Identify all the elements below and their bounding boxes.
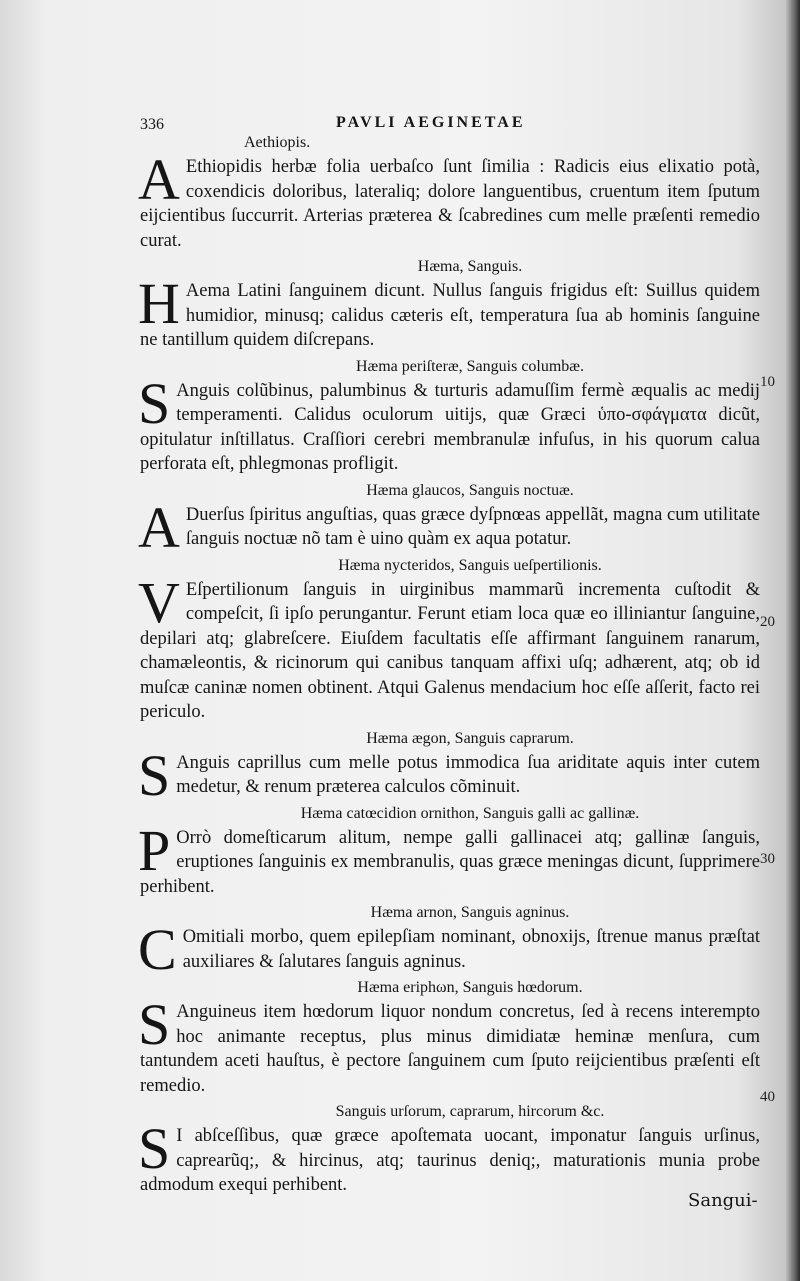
paragraph-text: Duerſus ſpiritus anguſtias, quas græce dyſpnœas appellãt, magna cum utilitate ſanguis noctuæ nõ tam è uino quàm ex aqua potatur. xyxy=(185,504,760,549)
margin-line-number: 40 xyxy=(760,1089,775,1105)
page-number: 336 xyxy=(140,116,164,133)
section-heading: Hæma glaucos, Sanguis noctuæ. xyxy=(366,481,574,499)
drop-cap-initial: S xyxy=(138,1116,171,1181)
paragraph-text: Orrò domeſticarum alitum, nempe galli gallinacei atq; gallinæ ſanguis, eruptiones ſanguinis ex membranulis, quas græce meningas dicunt, ſupprimere perhibent. xyxy=(140,827,760,897)
drop-cap-initial: C xyxy=(138,917,177,982)
section-paragraph xyxy=(138,569,760,725)
drop-cap-initial: P xyxy=(138,817,171,883)
section-paragraph xyxy=(138,370,760,477)
page-edge-shadow xyxy=(786,0,800,1281)
paragraph-text: Anguis caprillus cum melle potus immodica ſua ariditate aquis inter cutem medetur, & renum præterea calculos cõminuit. xyxy=(176,752,760,797)
section-paragraph xyxy=(138,147,760,253)
sections xyxy=(140,132,760,1198)
margin-line-number: 30 xyxy=(760,851,775,867)
drop-cap-initial: V xyxy=(138,569,180,635)
paragraph-text: Aema Latini ſanguinem dicunt. Nullus ſanguis frigidus eſt: Suillus quidem humidior, minusq; calidus cæteris eſt, temperatura ſua ab hominis ſanguine ne tantillum quidem diſcrepans. xyxy=(140,281,760,350)
drop-cap-initial: S xyxy=(138,370,171,436)
section-paragraph xyxy=(138,917,760,982)
section-heading: Hæma eriphωn, Sanguis hœdorum. xyxy=(357,979,583,996)
paragraph-text: Ethiopidis herbæ folia uerbaſco ſunt ſimilia : Radicis eius elixatio potà, coxendicis doloribus, lateraliq; dolore languentibus, cruentum item ſputum eijcientibus ſuccurrit. Arterias præterea & ſcabredines cum melle præſenti remedio curat. xyxy=(140,157,760,251)
drop-cap-initial: S xyxy=(138,992,171,1057)
section-heading: Hæma catœcidion ornithon, Sanguis galli ac gallinæ. xyxy=(300,804,640,822)
paragraph-text: Anguineus item hœdorum liquor nondum concretus, ſed à recens interempto hoc animante receptus, plus minus dimidiatæ heminæ menſura, cum tantundem aceti hauſtus, è pectore ſanguinem cum ſputo reijcientibus præſenti eſt remedio. xyxy=(140,1002,760,1096)
section-heading: Hæma arnon, Sanguis agninus. xyxy=(370,904,570,921)
section-heading: Sanguis urſorum, caprarum, hircorum &c. xyxy=(335,1103,605,1120)
paragraph-text: Eſpertilionum ſanguis in uirginibus mammarũ incrementa cuſtodit & compeſcit, ſi ipſo perungantur. Ferunt etiam loca quæ eo illiniantur ſanguine, depilari atq; glabreſcere. Eiuſdem facultatis eſſe affirmant ſanguinem ranarum, chamæleontis, & ricinorum qui canibus tanquam affixi uſq; adhærent, atq; ob id muſcæ caninæ nomen obtinent. Atqui Galenus mendacium hoc eſſe aſſerit, facto rei periculo. xyxy=(140,579,760,722)
paragraph-text: I abſceſſibus, quæ græce apoſtemata uocant, imponatur ſanguis urſinus, caprearũq;, & hircinus, atq; taurinus deniq;, maturationis munia probe admodum exequi perhibent. xyxy=(140,1126,760,1195)
running-title: PAVLI AEGINETAE xyxy=(336,114,526,131)
section-paragraph xyxy=(138,817,760,900)
text-block xyxy=(140,112,760,1201)
section-heading: Hæma periſteræ, Sanguis columbæ. xyxy=(356,357,584,375)
drop-cap-initial: S xyxy=(138,742,171,808)
drop-cap-initial: A xyxy=(138,147,180,212)
section-paragraph xyxy=(138,742,760,808)
section-paragraph xyxy=(138,992,760,1098)
running-head xyxy=(140,112,760,136)
paragraph-text: Anguis colũbinus, palumbinus & turturis adamuſſim fermè æqualis ac medij temperamenti. Calidus oculorum uitijs, quæ Græci ὑπο-σφάγματα dicũt, opitulatur inſtillatus. Craſſiori cerebri membranulæ infuſus, in his quorum calua perforata eſt, phlegmonas profligit. xyxy=(140,380,760,474)
section-paragraph xyxy=(138,271,760,353)
catchword: Sangui- xyxy=(688,1190,758,1211)
margin-line-number: 20 xyxy=(760,614,775,630)
margin-line-number: 10 xyxy=(760,374,775,390)
paragraph-text: Omitiali morbo, quem epilepſiam nominant, obnoxijs, ſtrenue manus præſtat auxiliares & ſalutares ſanguis agninus. xyxy=(182,927,760,972)
section-paragraph xyxy=(138,494,760,560)
section-heading: Aethiopis. xyxy=(244,134,311,151)
section-heading: Hæma, Sanguis. xyxy=(417,258,523,275)
section-heading: Hæma ægon, Sanguis caprarum. xyxy=(366,729,574,747)
drop-cap-initial: A xyxy=(138,494,180,560)
drop-cap-initial: H xyxy=(138,271,180,336)
section-paragraph xyxy=(138,1116,760,1198)
section-heading: Hæma nycteridos, Sanguis ueſpertilionis. xyxy=(338,556,602,574)
